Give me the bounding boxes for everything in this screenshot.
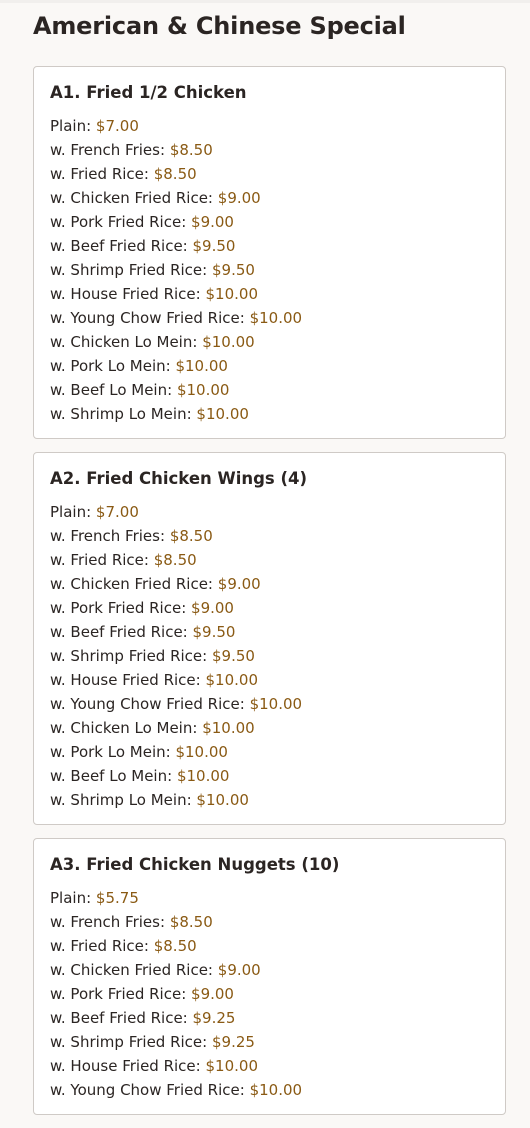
option-label: w. Pork Lo Mein: — [50, 743, 171, 761]
menu-section-list — [33, 66, 506, 1128]
option-price: $8.50 — [153, 165, 197, 183]
option-label: w. Chicken Lo Mein: — [50, 333, 198, 351]
option-label: w. Young Chow Fried Rice: — [50, 695, 245, 713]
option-price: $5.75 — [95, 889, 139, 907]
menu-card — [33, 838, 506, 1115]
option-label: w. House Fried Rice: — [50, 285, 201, 303]
price-option-row — [50, 282, 489, 306]
option-price: $9.25 — [211, 1033, 255, 1051]
price-option-row — [50, 1078, 489, 1102]
option-label: w. Fried Rice: — [50, 937, 149, 955]
option-label: w. Pork Lo Mein: — [50, 357, 171, 375]
option-label: w. French Fries: — [50, 141, 166, 159]
option-price: $9.00 — [217, 575, 261, 593]
option-price: $8.50 — [169, 913, 213, 931]
option-price: $9.50 — [192, 237, 236, 255]
option-label: w. Shrimp Lo Mein: — [50, 405, 192, 423]
price-option-row — [50, 982, 489, 1006]
price-option-row — [50, 548, 489, 572]
price-option-row — [50, 234, 489, 258]
price-option-row — [50, 764, 489, 788]
option-label: w. Pork Fried Rice: — [50, 985, 187, 1003]
option-price: $10.00 — [249, 309, 303, 327]
price-option-row — [50, 934, 489, 958]
option-price: $10.00 — [196, 791, 249, 809]
option-label: w. Shrimp Fried Rice: — [50, 1033, 208, 1051]
price-option-row — [50, 162, 489, 186]
option-price: $9.00 — [191, 213, 234, 231]
option-label: w. Chicken Lo Mein: — [50, 719, 198, 737]
price-option-row — [50, 1006, 489, 1030]
option-label: w. Chicken Fried Rice: — [50, 189, 213, 207]
option-price: $8.50 — [169, 527, 213, 545]
option-label: Plain: — [50, 503, 92, 521]
option-price: $10.00 — [249, 1081, 303, 1099]
price-option-row — [50, 258, 489, 282]
option-label: w. Shrimp Fried Rice: — [50, 261, 208, 279]
option-price: $10.00 — [205, 671, 258, 689]
price-option-row — [50, 186, 489, 210]
option-label: w. House Fried Rice: — [50, 671, 201, 689]
option-price: $9.50 — [192, 623, 236, 641]
option-price: $10.00 — [175, 357, 228, 375]
option-label: w. Young Chow Fried Rice: — [50, 1081, 245, 1099]
option-label: w. French Fries: — [50, 913, 166, 931]
top-divider — [0, 0, 530, 3]
option-label: w. Fried Rice: — [50, 165, 149, 183]
option-price: $7.00 — [95, 503, 139, 521]
menu-card — [33, 452, 506, 825]
option-label: w. House Fried Rice: — [50, 1057, 201, 1075]
option-price: $10.00 — [176, 767, 230, 785]
price-option-row — [50, 330, 489, 354]
option-price: $9.25 — [192, 1009, 236, 1027]
option-label: w. Chicken Fried Rice: — [50, 961, 213, 979]
option-label: w. Fried Rice: — [50, 551, 149, 569]
option-price: $9.00 — [191, 985, 234, 1003]
option-price: $7.00 — [95, 117, 139, 135]
price-option-row — [50, 210, 489, 234]
menu-item-title: A2. Fried Chicken Wings (4) — [50, 469, 308, 488]
menu-card — [33, 66, 506, 439]
option-price: $9.50 — [211, 647, 255, 665]
price-option-row — [50, 668, 489, 692]
price-option-row — [50, 740, 489, 764]
price-option-row — [50, 1054, 489, 1078]
price-option-row — [50, 716, 489, 740]
option-label: w. Pork Fried Rice: — [50, 213, 187, 231]
menu-item-title: A3. Fried Chicken Nuggets (10) — [50, 855, 340, 874]
price-option-row — [50, 402, 489, 426]
option-price: $10.00 — [175, 743, 228, 761]
option-label: w. French Fries: — [50, 527, 166, 545]
option-label: w. Beef Lo Mein: — [50, 767, 173, 785]
price-option-row — [50, 692, 489, 716]
option-price: $10.00 — [205, 1057, 258, 1075]
option-label: w. Chicken Fried Rice: — [50, 575, 213, 593]
price-option-row — [50, 644, 489, 668]
option-label: w. Pork Fried Rice: — [50, 599, 187, 617]
option-price: $10.00 — [202, 333, 255, 351]
option-label: w. Shrimp Lo Mein: — [50, 791, 192, 809]
option-price: $10.00 — [205, 285, 258, 303]
option-label: w. Beef Fried Rice: — [50, 237, 188, 255]
price-option-row — [50, 1030, 489, 1054]
price-option-row — [50, 572, 489, 596]
option-price: $8.50 — [169, 141, 213, 159]
price-option-row — [50, 596, 489, 620]
option-label: w. Beef Fried Rice: — [50, 1009, 188, 1027]
option-price: $9.00 — [191, 599, 234, 617]
option-label: w. Beef Lo Mein: — [50, 381, 173, 399]
option-label: Plain: — [50, 889, 92, 907]
price-option-row — [50, 354, 489, 378]
option-label: w. Young Chow Fried Rice: — [50, 309, 245, 327]
option-label: Plain: — [50, 117, 92, 135]
option-price: $9.00 — [217, 961, 261, 979]
price-option-row — [50, 306, 489, 330]
option-price: $8.50 — [153, 937, 197, 955]
price-option-row — [50, 524, 489, 548]
option-price: $10.00 — [202, 719, 255, 737]
price-option-row — [50, 958, 489, 982]
price-option-row — [50, 114, 489, 138]
option-price: $10.00 — [196, 405, 249, 423]
price-option-row — [50, 620, 489, 644]
price-option-row — [50, 886, 489, 910]
price-option-row — [50, 378, 489, 402]
option-label: w. Shrimp Fried Rice: — [50, 647, 208, 665]
option-label: w. Beef Fried Rice: — [50, 623, 188, 641]
page-title: American & Chinese Special — [33, 12, 406, 40]
price-option-row — [50, 788, 489, 812]
option-price: $8.50 — [153, 551, 197, 569]
option-price: $9.00 — [217, 189, 261, 207]
option-price: $9.50 — [211, 261, 255, 279]
price-option-row — [50, 910, 489, 934]
price-option-row — [50, 500, 489, 524]
price-option-row — [50, 138, 489, 162]
option-price: $10.00 — [249, 695, 303, 713]
option-price: $10.00 — [176, 381, 230, 399]
menu-item-title: A1. Fried 1/2 Chicken — [50, 83, 247, 102]
